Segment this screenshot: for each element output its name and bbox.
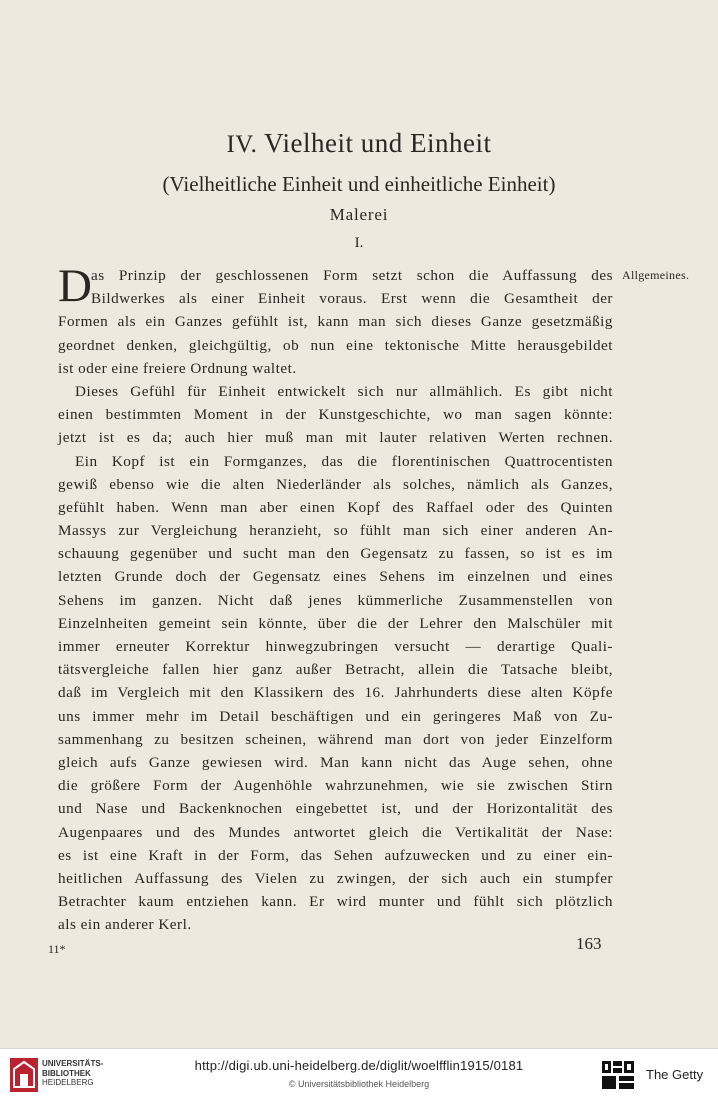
chapter-title [0,128,718,159]
getty-logo-icon [600,1059,636,1091]
text-line: gefühlt haben. Wenn man aber einen Kopf des Raffael oder des Quinten [58,498,613,516]
text-line: es ist eine Kraft in der Form, das Sehen aufzuwecken und zu einer ein- [58,846,613,864]
text-line: Dieses Gefühl für Einheit entwickelt sich nur allmählich. Es gibt nicht [75,382,613,400]
text-line: jetzt ist es da; auch hier muß man mit lauter relativen Werten rechnen. [58,429,613,447]
text-line: Formen als ein Ganzes gefühlt ist, kann man sich dieses Ganze gesetzmäßig [58,313,613,331]
text-line: und Nase und Backenknochen eingebettet ist, und der Horizontalität des [58,800,613,818]
text-line: schauung gegenüber und sucht man den Gegensatz zu fassen, so ist es im [58,545,613,563]
chapter-title-text: Vielheit und Einheit [264,128,492,158]
marginal-note: Allgemeines. [622,268,690,282]
text-line: Betrachter kaum entziehen kann. Er wird munter und fühlt sich plötzlich [58,893,613,911]
section-heading: Malerei [329,205,389,224]
body-text [58,260,613,936]
text-line: ist oder eine freiere Ordnung waltet. [58,359,297,377]
text-line: Bildwerkes als einer Einheit voraus. Erst wenn die Gesamtheit der [91,290,613,308]
library-name-line: UNIVERSITÄTS- [42,1059,104,1068]
text-line: einen bestimmten Moment in der Kunstgeschichte, wo man sagen könnte: [58,406,613,424]
text-line: as Prinzip der geschlossenen Form setzt schon die Auffassung des [91,267,613,284]
text-line: gewiß ebenso wie die alten Niederländer als solches, nämlich als Ganzes, [58,475,613,493]
text-line: letzten Grunde doch der Gegensatz eines Sehens im einzelnen und eines [58,568,613,586]
text-line: Ein Kopf ist ein Formganzes, das die florentinischen Quattrocentisten [75,452,613,470]
chapter-subtitle: (Vielheitliche Einheit und einheitliche Einheit) [162,172,556,196]
viewer-footer [0,1048,718,1101]
text-line: tätsvergleiche fallen hier ganz außer Betracht, allein die Tatsache bleibt, [58,661,613,679]
text-line: als ein anderer Kerl. [58,916,192,934]
text-line: Augenpaares und des Mundes antwortet gleich die Vertikalität der Nase: [58,823,613,841]
chapter-numeral: IV. [226,131,258,158]
signature-mark: 11* [48,942,66,956]
text-line: sammenhang zu besitzen scheinen, während man dort von jeder Einzelform [58,730,613,748]
partner-name: The Getty [646,1067,704,1082]
text-line: die größere Form der Augenhöhle wahrzunehmen, wie sie zwischen Stirn [58,777,613,795]
text-line: Sehens im ganzen. Nicht daß jenes kümmerliche Zusammenstellen von [58,591,613,609]
text-line: gleich aufs Ganze gewiesen wird. Man kann nicht das Auge sehen, ohne [58,753,613,771]
text-line: immer erneuter Korrektur hinwegzubringen versucht — derartige Quali- [58,638,613,655]
library-name-line: HEIDELBERG [42,1078,94,1087]
text-line: geordnet denken, gleichgültig, ob nun eine tektonische Mitte herausgebildet [58,336,613,354]
text-line: Massys zur Vergleichung heranzieht, so fühlt man sich einer anderen An- [58,522,613,540]
text-line: heitlichen Auffassung des Vielen zu zwingen, der sich auch ein stumpfer [58,869,613,887]
page-number: 163 [576,934,602,953]
library-name-line: BIBLIOTHEK [42,1068,91,1078]
text-line: Einzelnheiten gemeint sein könnte, über die der Lehrer den Malschüler mit [58,614,613,632]
drop-cap: D [58,260,92,312]
text-line: daß im Vergleich mit den Klassikern des 16. Jahrhunderts diese alten Köpfe [58,684,613,702]
section-number: I. [354,235,364,251]
copyright-notice: © Universitätsbibliothek Heidelberg [288,1079,430,1089]
text-line: uns immer mehr im Detail beschäftigen und ein geringeres Maß von Zu- [58,707,613,725]
permalink-url[interactable]: http://digi.ub.uni-heidelberg.de/diglit/woelfflin1915/0181 [194,1058,524,1073]
